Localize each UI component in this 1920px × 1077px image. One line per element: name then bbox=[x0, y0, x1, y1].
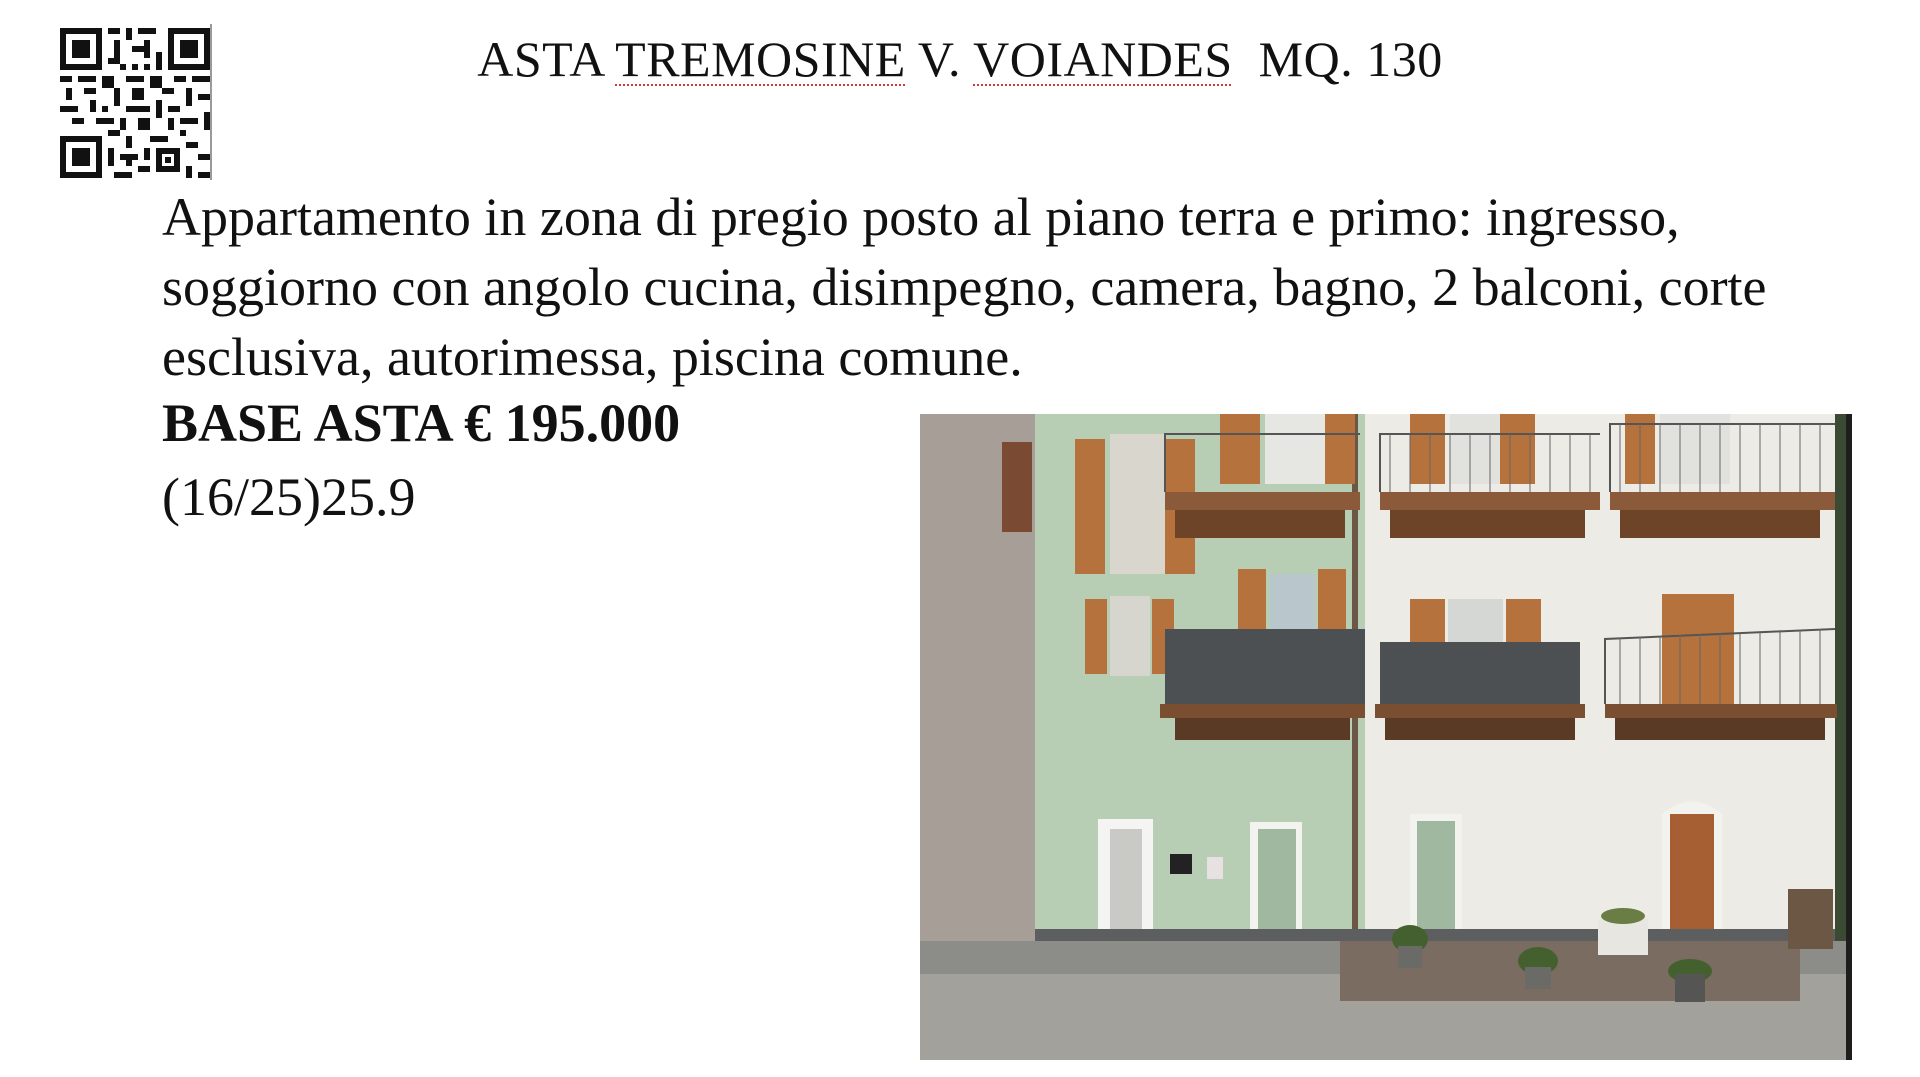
auction-base-price: BASE ASTA € 195.000 bbox=[162, 393, 681, 453]
title-prefix: ASTA bbox=[477, 31, 616, 87]
listing-description: Appartamento in zona di pregio posto al piano terra e primo: ingresso, soggiorno con angolo cucina, disimpegno, camera, bagno, 2 balconi, corte esclusiva, autorimessa, piscina comune. bbox=[162, 187, 1767, 387]
title-street: VOIANDES bbox=[973, 31, 1233, 87]
title-size: MQ. 130 bbox=[1232, 31, 1443, 87]
listing-reference: (16/25)25.9 bbox=[162, 467, 416, 527]
building-facade-photo bbox=[920, 414, 1852, 1060]
title-town: TREMOSINE bbox=[615, 31, 906, 87]
page-title bbox=[0, 30, 1920, 88]
title-street-prefix: V. bbox=[905, 31, 974, 87]
